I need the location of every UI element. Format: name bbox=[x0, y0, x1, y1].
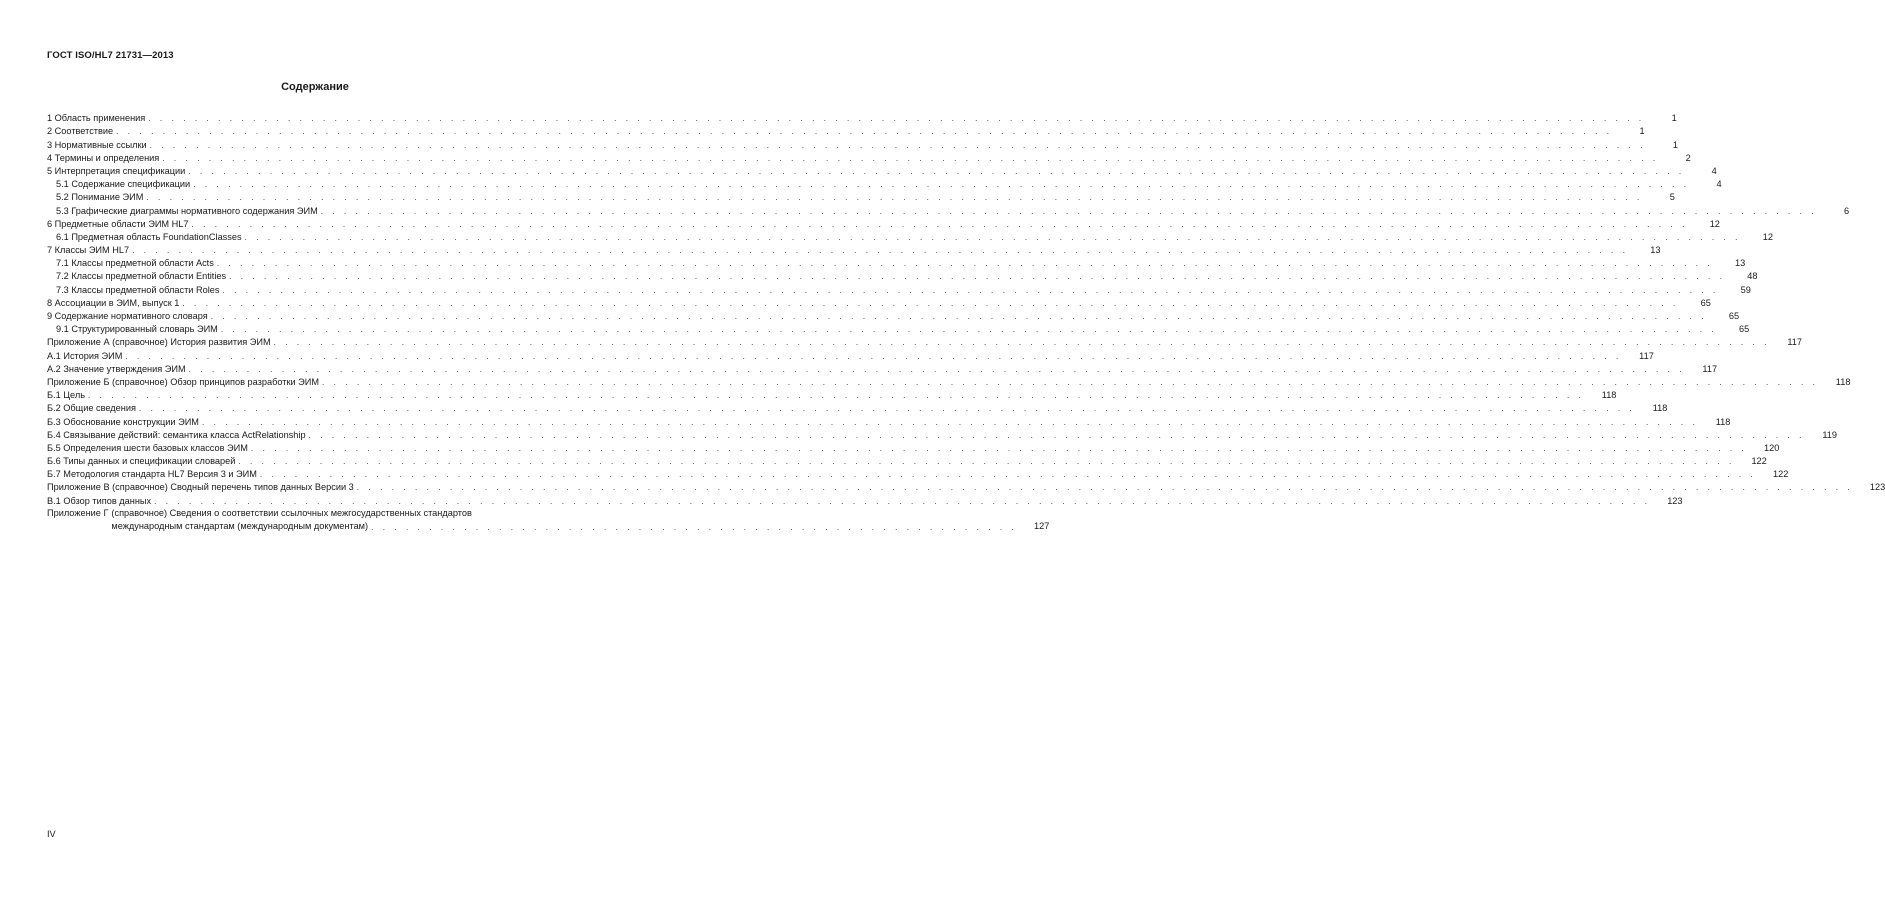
toc-entry[interactable] bbox=[47, 111, 1677, 124]
toc-dot-leader bbox=[274, 337, 1770, 348]
toc-entry[interactable] bbox=[47, 480, 1885, 493]
toc-dot-leader bbox=[357, 482, 1853, 493]
toc-entry-title: 5.3 Графические диаграммы нормативного содержания ЭИМ bbox=[56, 205, 318, 216]
toc-entry[interactable] bbox=[47, 177, 1722, 190]
toc-entry[interactable] bbox=[47, 441, 1780, 454]
toc-entry-title: Приложение Б (справочное) Обзор принципов разработки ЭИМ bbox=[47, 376, 320, 387]
toc-page-number: 13 bbox=[1735, 258, 1746, 269]
toc-entry-title: Приложение В (справочное) Сводный перечень типов данных Версии 3 bbox=[47, 482, 354, 493]
toc-title: Содержание bbox=[281, 81, 349, 93]
toc-page-number: 127 bbox=[1034, 520, 1050, 531]
toc-dot-leader bbox=[88, 390, 1584, 401]
toc-entry-title: Б.7 Методология стандарта HL7 Версия 3 и ЭИМ bbox=[47, 469, 257, 480]
toc-entry-title: А.1 История ЭИМ bbox=[47, 350, 123, 361]
toc-entry-title: 6 Предметные области ЭИМ HL7 bbox=[47, 218, 189, 229]
toc-page-number: 119 bbox=[1822, 429, 1837, 440]
toc-page-number: 118 bbox=[1652, 403, 1668, 414]
toc-entry-title: Б.3 Обоснование конструкции ЭИМ bbox=[47, 416, 199, 427]
toc-entry[interactable] bbox=[47, 467, 1789, 480]
toc-entry[interactable] bbox=[47, 362, 1718, 375]
toc-page-number: 122 bbox=[1751, 456, 1767, 467]
toc-entry[interactable] bbox=[47, 348, 1654, 361]
toc-entry-title: 7 Классы ЭИМ HL7 bbox=[47, 245, 130, 256]
toc-dot-leader bbox=[125, 351, 1621, 362]
toc-entry-title: 3 Нормативные ссылки bbox=[47, 139, 147, 150]
toc-dot-leader bbox=[322, 377, 1818, 388]
toc-entry[interactable] bbox=[47, 230, 1773, 243]
toc-entry-title: 5 Интерпретация спецификации bbox=[47, 165, 186, 176]
toc-page-number: 4 bbox=[1716, 179, 1722, 190]
toc-entry[interactable] bbox=[47, 269, 1758, 282]
toc-dot-leader bbox=[188, 166, 1684, 177]
toc-dot-leader bbox=[132, 245, 1628, 256]
toc-page-number: 1 bbox=[1672, 139, 1679, 150]
toc-dot-leader bbox=[238, 456, 1734, 467]
toc-dot-leader bbox=[221, 324, 1717, 335]
toc-entry[interactable] bbox=[47, 190, 1675, 203]
toc-entry-title: 7.2 Классы предметной области Entities bbox=[56, 271, 227, 282]
document-header: ГОСТ ISO/HL7 21731—2013 bbox=[47, 50, 174, 61]
toc-page-number: 5 bbox=[1669, 192, 1675, 203]
toc-entry-appendix-g[interactable] bbox=[47, 507, 1050, 533]
toc-dot-leader bbox=[182, 298, 1678, 309]
toc-entry[interactable] bbox=[47, 401, 1668, 414]
toc-page-number: 6 bbox=[1844, 205, 1850, 216]
toc-entry[interactable] bbox=[47, 151, 1691, 164]
toc-dot-leader bbox=[150, 140, 1646, 151]
toc-dot-leader bbox=[116, 126, 1612, 137]
toc-entry-label: Приложение Г bbox=[47, 507, 109, 518]
toc-entry-title: Б.6 Типы данных и спецификации словарей bbox=[47, 456, 236, 467]
toc-entry-title: А.2 Значение утверждения ЭИМ bbox=[47, 363, 186, 374]
toc-page-number: 13 bbox=[1650, 245, 1661, 256]
toc-page-number: 123 bbox=[1667, 495, 1683, 506]
toc-entry-title: 2 Соответствие bbox=[47, 126, 114, 137]
toc-entry-title: 7.3 Классы предметной области Roles bbox=[56, 284, 220, 295]
toc-page-number: 122 bbox=[1773, 469, 1789, 480]
toc-entry[interactable] bbox=[47, 164, 1717, 177]
toc-entry[interactable] bbox=[47, 203, 1850, 216]
toc-page-number: 65 bbox=[1739, 324, 1750, 335]
toc-entry[interactable] bbox=[47, 309, 1740, 322]
toc-dot-leader bbox=[222, 285, 1718, 296]
toc-dot-leader bbox=[217, 258, 1713, 269]
toc-dot-leader bbox=[260, 469, 1756, 480]
toc-entry-title: Приложение А (справочное) История развития ЭИМ bbox=[47, 337, 271, 348]
toc-dot-leader bbox=[211, 311, 1707, 322]
toc-entry[interactable] bbox=[47, 256, 1746, 269]
toc-dot-leader bbox=[309, 430, 1805, 441]
toc-entry-title: 5.1 Содержание спецификации bbox=[56, 179, 191, 190]
page-number: IV bbox=[47, 829, 56, 839]
toc-entry-title: 7.1 Классы предметной области Acts bbox=[56, 258, 214, 269]
toc-dot-leader bbox=[202, 417, 1698, 428]
toc-entry[interactable] bbox=[47, 414, 1731, 427]
toc-entry-text-line2: международным стандартам (международным документам) bbox=[111, 520, 369, 531]
toc-entry[interactable] bbox=[47, 454, 1767, 467]
toc-entry-title: 9 Содержание нормативного словаря bbox=[47, 311, 208, 321]
toc-entry[interactable] bbox=[47, 428, 1837, 441]
toc-page-number: 59 bbox=[1740, 284, 1751, 295]
toc-entry[interactable] bbox=[47, 124, 1645, 137]
toc-entry[interactable] bbox=[47, 282, 1751, 295]
toc-dot-leader bbox=[146, 192, 1642, 203]
toc-dot-leader bbox=[139, 403, 1635, 414]
toc-entry-title: В.1 Обзор типов данных bbox=[47, 495, 152, 506]
toc-page-number: 117 bbox=[1787, 337, 1803, 348]
toc-entry-title: Б.4 Связывание действий: семантика класса ActRelationship bbox=[47, 429, 306, 440]
toc-page-number: 1 bbox=[1671, 113, 1677, 124]
toc-dot-leader bbox=[229, 271, 1725, 282]
toc-page-number: 4 bbox=[1711, 165, 1717, 176]
toc-page-number: 117 bbox=[1639, 350, 1654, 361]
toc-page-number: 12 bbox=[1762, 231, 1773, 242]
toc-entry-title: 5.2 Понимание ЭИМ bbox=[56, 192, 144, 203]
toc-dot-leader bbox=[251, 443, 1747, 454]
toc-page-number: 65 bbox=[1700, 297, 1711, 308]
toc-entry[interactable] bbox=[47, 217, 1720, 230]
toc-entry[interactable] bbox=[47, 493, 1683, 506]
toc-page-number: 118 bbox=[1835, 376, 1851, 387]
toc-dot-leader bbox=[371, 522, 1017, 533]
toc-entry-title: 4 Термины и определения bbox=[47, 152, 160, 163]
toc-entry-title: 8 Ассоциации в ЭИМ, выпуск 1 bbox=[47, 297, 180, 308]
toc-page-number: 123 bbox=[1869, 482, 1885, 493]
toc-entry[interactable] bbox=[47, 388, 1617, 401]
toc-entry-text-line1: (справочное) Сведения о соответствии ссылочных межгосударственных стандартов bbox=[111, 507, 472, 518]
toc-page-number: 118 bbox=[1601, 390, 1617, 401]
toc-entry-title: Б.5 Определения шести базовых классов ЭИМ bbox=[47, 442, 248, 453]
toc-entry[interactable] bbox=[47, 137, 1679, 150]
toc-page-number: 12 bbox=[1709, 218, 1720, 229]
toc-entry-title: Б.1 Цель bbox=[47, 390, 85, 401]
toc-dot-leader bbox=[148, 113, 1644, 124]
toc-entry[interactable] bbox=[47, 243, 1661, 256]
toc-dot-leader bbox=[154, 496, 1650, 507]
toc-dot-leader bbox=[162, 153, 1658, 164]
toc-page-number: 1 bbox=[1639, 126, 1645, 137]
toc-dot-leader bbox=[189, 364, 1685, 375]
toc-entry-title: 6.1 Предметная область FoundationClasses bbox=[56, 231, 242, 242]
toc-page-number: 117 bbox=[1702, 363, 1718, 374]
toc-entry[interactable] bbox=[47, 296, 1711, 309]
toc-dot-leader bbox=[321, 206, 1817, 217]
toc-entry-title: 1 Область применения bbox=[47, 113, 146, 124]
toc-page-number: 65 bbox=[1728, 311, 1740, 321]
toc-entry[interactable] bbox=[47, 375, 1851, 388]
toc-page-number: 2 bbox=[1685, 152, 1691, 163]
toc-page-number: 118 bbox=[1715, 416, 1731, 427]
toc-dot-leader bbox=[193, 179, 1689, 190]
table-of-contents bbox=[47, 111, 1885, 533]
toc-entry-title: Б.2 Общие сведения bbox=[47, 403, 136, 414]
toc-entry-title: 9.1 Структурированный словарь ЭИМ bbox=[56, 324, 218, 335]
toc-page-number: 48 bbox=[1747, 271, 1758, 282]
toc-entry[interactable] bbox=[47, 322, 1750, 335]
toc-entry[interactable] bbox=[47, 335, 1803, 348]
toc-page-number: 120 bbox=[1764, 442, 1780, 453]
toc-dot-leader bbox=[192, 219, 1688, 230]
toc-dot-leader bbox=[245, 232, 1741, 243]
